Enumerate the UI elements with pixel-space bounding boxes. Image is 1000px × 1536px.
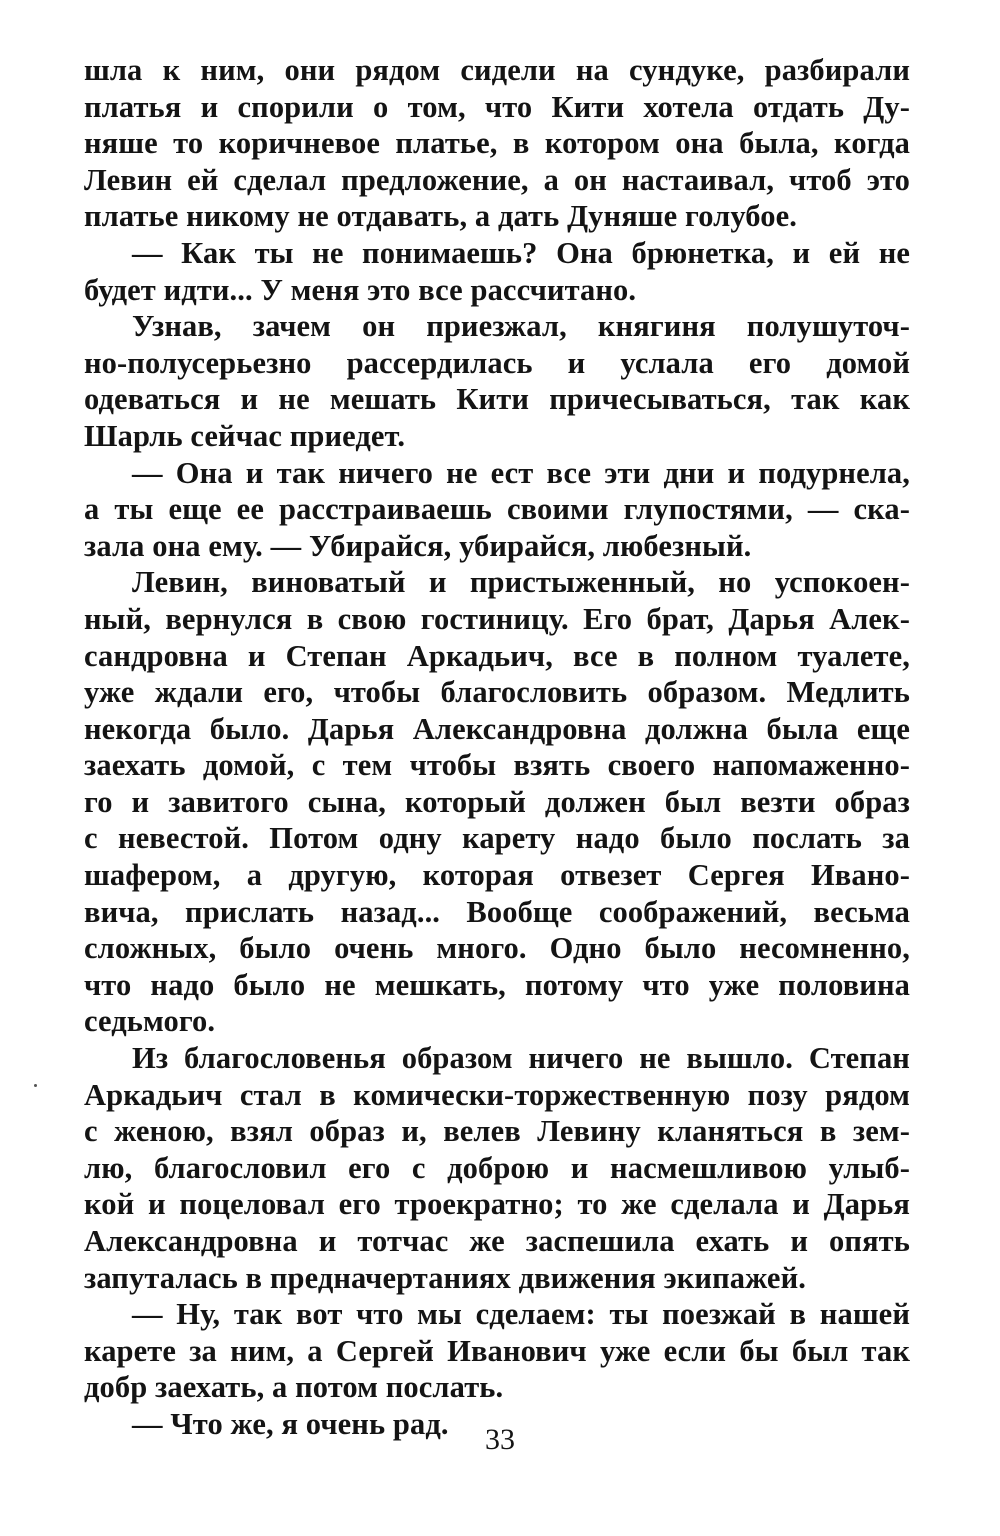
text-line: — Что же, я очень рад. [132, 1406, 449, 1441]
text-line: Аркадьич стал в комически-торжественную позу рядом [84, 1077, 910, 1112]
text-line: а ты еще ее расстраиваешь своими глупостями, — ска- [84, 492, 910, 527]
text-line: сандровна и Степан Аркадьич, все в полном туалете, [84, 638, 910, 673]
text-line: седьмого. [84, 1004, 216, 1039]
text-line: но-полусерьезно рассердилась и услала его домой [84, 345, 910, 380]
text-line: будет идти... У меня это все рассчитано. [84, 272, 637, 307]
body-text [84, 52, 910, 1443]
text-line: — Как ты не понимаешь? Она брюнетка, и ей не [132, 235, 910, 270]
text-line: кой и поцеловал его троекратно; то же сделала и Дарья [84, 1187, 910, 1222]
text-line: шла к ним, они рядом сидели на сундуке, разбирали [84, 53, 910, 87]
text-line: шафером, а другую, которая отвезет Сергея Ивано- [84, 858, 910, 893]
text-line: с женою, взял образ и, велев Левину кланяться в зем- [84, 1114, 910, 1149]
text-line: платья и спорили о том, что Кити хотела отдать Ду- [84, 89, 910, 124]
text-line: Шарль сейчас приедет. [84, 418, 406, 453]
text-line: что надо было не мешкать, потому что уже половина [84, 967, 910, 1002]
text-line: ный, вернулся в свою гостиницу. Его брат, Дарья Алек- [84, 601, 910, 636]
text-line: карете за ним, а Сергей Иванович уже если бы был так [84, 1333, 910, 1368]
text-line: Левин, виноватый и пристыженный, но успокоен- [132, 565, 910, 600]
text-line: с невестой. Потом одну карету надо было послать за [84, 821, 910, 856]
text-line: Александровна и тотчас же заспешила ехать и опять [84, 1224, 910, 1258]
text-line: Из благословенья образом ничего не вышло. Степан [132, 1041, 910, 1076]
text-line: платье никому не отдавать, а дать Дуняше голубое. [84, 199, 797, 234]
text-line: запуталась в предначертаниях движения экипажей. [84, 1260, 806, 1295]
text-line: одеваться и не мешать Кити причесываться, так как [84, 382, 910, 417]
text-line: добр заехать, а потом послать. [84, 1370, 504, 1405]
text-line: некогда было. Дарья Александровна должна была еще [84, 711, 910, 746]
text-line: го и завитого сына, который должен был везти образ [84, 784, 910, 819]
text-line: заехать домой, с тем чтобы взять своего напомаженно- [84, 748, 910, 783]
text-line: — Ну, так вот что мы сделаем: ты поезжай в нашей [132, 1297, 910, 1332]
text-line: Узнав, зачем он приезжал, княгиня полушуточ- [132, 309, 910, 344]
text-line: Левин ей сделал предложение, а он настаивал, чтоб это [84, 162, 910, 197]
text-line: зала она ему. — Убирайся, убирайся, любезный. [84, 528, 752, 563]
page-number: 33 [485, 1423, 515, 1456]
text-line: — Она и так ничего не ест все эти дни и подурнела, [132, 455, 910, 490]
text-line: уже ждали его, чтобы благословить образом. Медлить [84, 675, 910, 710]
text-line: няше то коричневое платье, в котором она была, когда [84, 126, 910, 161]
text-line: сложных, было очень много. Одно было несомненно, [84, 931, 910, 966]
text-line: лю, благословил его с доброю и насмешливою улыб- [84, 1150, 910, 1185]
scan-speck [34, 1084, 37, 1087]
text-line: вича, прислать назад... Вообще соображений, весьма [84, 894, 910, 929]
